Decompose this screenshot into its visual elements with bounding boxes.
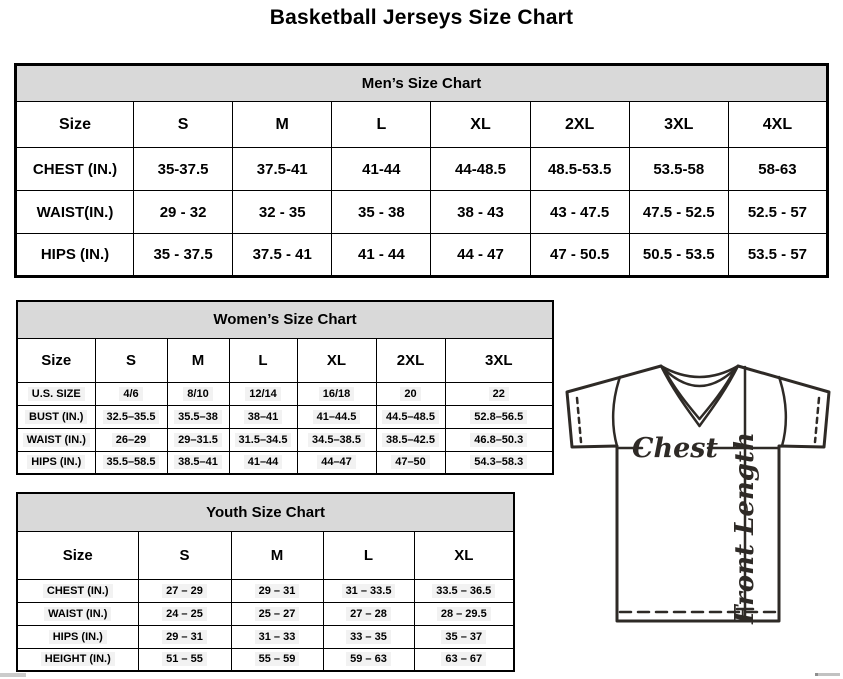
cell: 38.5–42.5 — [376, 428, 445, 451]
size-col-2xl: 2XL — [530, 102, 629, 148]
cell: 41 - 44 — [332, 234, 431, 277]
table-header-row — [16, 65, 828, 102]
row-label: WAIST(IN.) — [16, 191, 134, 234]
table-row-us-size — [17, 382, 553, 405]
size-column-header: Size — [17, 531, 138, 579]
cell: 54.3–58.3 — [445, 451, 553, 474]
row-label: CHEST (IN.) — [16, 148, 134, 191]
left-cuff-dashed-line — [577, 398, 581, 442]
cell: 8/10 — [167, 382, 229, 405]
page-title: Basketball Jerseys Size Chart — [269, 6, 574, 29]
size-col-3xl: 3XL — [629, 102, 728, 148]
jersey-outline — [567, 366, 829, 621]
cell: 29 – 31 — [138, 625, 231, 648]
table-row-hips — [16, 234, 828, 277]
cell: 37.5-41 — [233, 148, 332, 191]
size-col-s: S — [134, 102, 233, 148]
cell: 50.5 - 53.5 — [629, 234, 728, 277]
cell: 22 — [445, 382, 553, 405]
cell: 55 – 59 — [231, 648, 323, 671]
cell: 29 - 32 — [134, 191, 233, 234]
cell: 35 - 38 — [332, 191, 431, 234]
chest-label: Chest — [632, 433, 718, 464]
size-col-2xl: 2XL — [376, 338, 445, 382]
cell: 33.5 – 36.5 — [414, 579, 514, 602]
cell: 63 – 67 — [414, 648, 514, 671]
size-column-header: Size — [17, 338, 95, 382]
cell: 26–29 — [95, 428, 167, 451]
cell: 43 - 47.5 — [530, 191, 629, 234]
cell: 51 – 55 — [138, 648, 231, 671]
cell: 31 – 33 — [231, 625, 323, 648]
table-row-waist — [17, 602, 514, 625]
size-header-row — [16, 102, 828, 148]
cell: 35.5–58.5 — [95, 451, 167, 474]
mens-chart-title: Men’s Size Chart — [16, 65, 828, 102]
table-row-waist — [16, 191, 828, 234]
table-row-chest — [16, 148, 828, 191]
cell: 53.5 - 57 — [728, 234, 827, 277]
cell: 4/6 — [95, 382, 167, 405]
cell: 27 – 29 — [138, 579, 231, 602]
row-label: HIPS (IN.) — [17, 451, 95, 474]
left-sleeve-seam — [613, 377, 620, 446]
cell: 31.5–34.5 — [229, 428, 297, 451]
cell: 52.5 - 57 — [728, 191, 827, 234]
cell: 44–47 — [297, 451, 376, 474]
cell: 25 – 27 — [231, 602, 323, 625]
table-row-hips — [17, 451, 553, 474]
row-label: WAIST (IN.) — [17, 602, 138, 625]
mens-size-chart-table — [14, 63, 829, 278]
cell: 16/18 — [297, 382, 376, 405]
cell: 38.5–41 — [167, 451, 229, 474]
cell: 46.8–50.3 — [445, 428, 553, 451]
cell: 34.5–38.5 — [297, 428, 376, 451]
cell: 27 – 28 — [323, 602, 414, 625]
cell: 47 - 50.5 — [530, 234, 629, 277]
size-col-l: L — [323, 531, 414, 579]
row-label: HIPS (IN.) — [17, 625, 138, 648]
youth-size-chart-table — [16, 492, 515, 672]
row-label: HIPS (IN.) — [16, 234, 134, 277]
cell: 47–50 — [376, 451, 445, 474]
cell: 44 - 47 — [431, 234, 530, 277]
size-col-xl: XL — [414, 531, 514, 579]
jersey-measurement-diagram — [558, 360, 838, 626]
size-col-l: L — [229, 338, 297, 382]
cell: 38–41 — [229, 405, 297, 428]
table-row-chest — [17, 579, 514, 602]
size-header-row — [17, 338, 553, 382]
size-col-l: L — [332, 102, 431, 148]
size-col-s: S — [138, 531, 231, 579]
size-col-m: M — [167, 338, 229, 382]
table-row-bust — [17, 405, 553, 428]
cell: 41–44 — [229, 451, 297, 474]
size-col-3xl: 3XL — [445, 338, 553, 382]
womens-chart-title: Women’s Size Chart — [17, 301, 553, 338]
size-header-row — [17, 531, 514, 579]
row-label: CHEST (IN.) — [17, 579, 138, 602]
table-header-row — [17, 301, 553, 338]
table-row-waist — [17, 428, 553, 451]
size-col-xl: XL — [431, 102, 530, 148]
cell: 59 – 63 — [323, 648, 414, 671]
cell: 35.5–38 — [167, 405, 229, 428]
cell: 35 - 37.5 — [134, 234, 233, 277]
cell: 38 - 43 — [431, 191, 530, 234]
size-col-m: M — [231, 531, 323, 579]
cell: 20 — [376, 382, 445, 405]
cell: 41-44 — [332, 148, 431, 191]
cell: 28 – 29.5 — [414, 602, 514, 625]
cell: 29 – 31 — [231, 579, 323, 602]
cell: 58-63 — [728, 148, 827, 191]
table-row-height — [17, 648, 514, 671]
cell: 12/14 — [229, 382, 297, 405]
size-col-4xl: 4XL — [728, 102, 827, 148]
cell: 37.5 - 41 — [233, 234, 332, 277]
cell: 44.5–48.5 — [376, 405, 445, 428]
row-label: WAIST (IN.) — [17, 428, 95, 451]
scrollbar-fragment-right — [815, 673, 840, 676]
row-label: HEIGHT (IN.) — [17, 648, 138, 671]
size-col-xl: XL — [297, 338, 376, 382]
cell: 29–31.5 — [167, 428, 229, 451]
size-col-m: M — [233, 102, 332, 148]
cell: 32.5–35.5 — [95, 405, 167, 428]
cell: 52.8–56.5 — [445, 405, 553, 428]
cell: 41–44.5 — [297, 405, 376, 428]
cell: 32 - 35 — [233, 191, 332, 234]
size-col-s: S — [95, 338, 167, 382]
table-header-row — [17, 493, 514, 531]
cell: 44-48.5 — [431, 148, 530, 191]
cell: 47.5 - 52.5 — [629, 191, 728, 234]
row-label: BUST (IN.) — [17, 405, 95, 428]
cell: 33 – 35 — [323, 625, 414, 648]
cell: 35 – 37 — [414, 625, 514, 648]
cell: 35-37.5 — [134, 148, 233, 191]
table-row-hips — [17, 625, 514, 648]
size-column-header: Size — [16, 102, 134, 148]
youth-chart-title: Youth Size Chart — [17, 493, 514, 531]
womens-size-chart-table — [16, 300, 554, 475]
scrollbar-fragment-left — [0, 673, 26, 677]
cell: 48.5-53.5 — [530, 148, 629, 191]
cell: 24 – 25 — [138, 602, 231, 625]
front-length-label: Front Length — [730, 432, 760, 624]
row-label: U.S. SIZE — [17, 382, 95, 405]
cell: 31 – 33.5 — [323, 579, 414, 602]
right-cuff-dashed-line — [815, 398, 819, 442]
cell: 53.5-58 — [629, 148, 728, 191]
right-sleeve-seam — [779, 377, 786, 446]
